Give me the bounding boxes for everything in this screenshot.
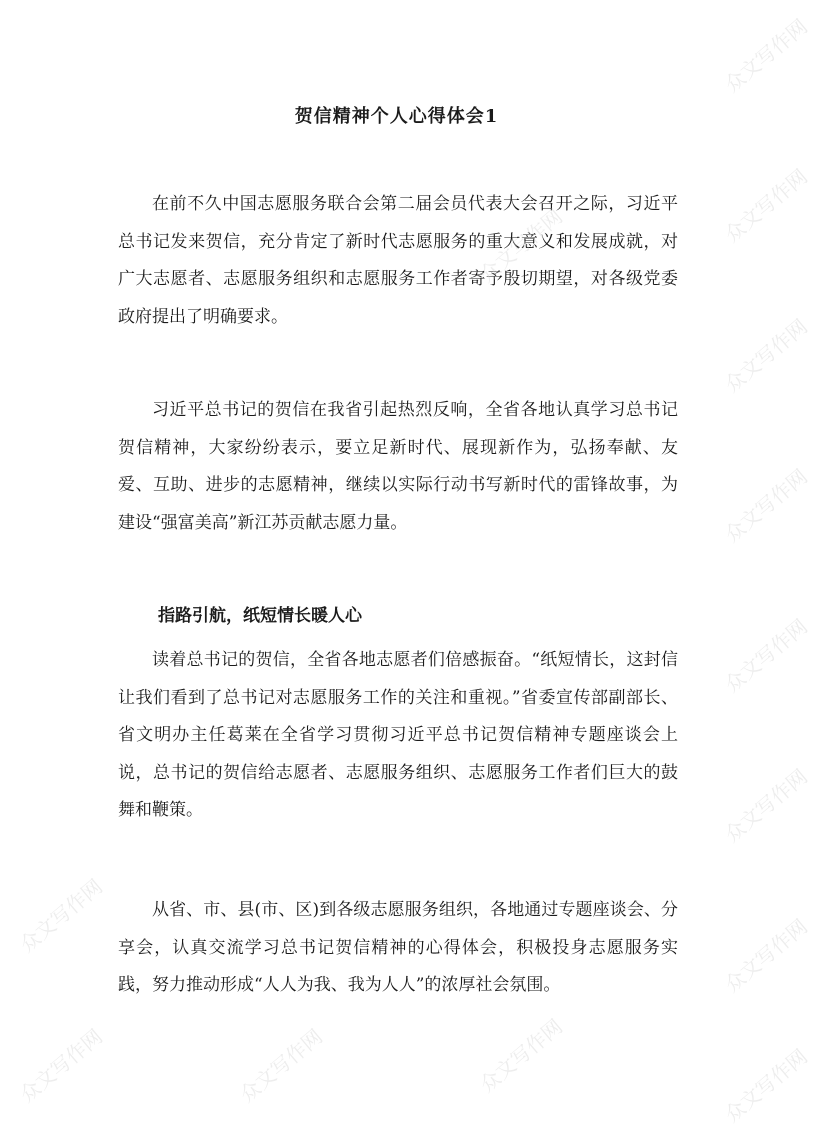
watermark: 众文写作网 <box>719 764 812 847</box>
watermark: 众文写作网 <box>474 1014 567 1097</box>
paragraph: 在前不久中国志愿服务联合会第二届会员代表大会召开之际，习近平总书记发来贺信，充分肯定了新时代志愿服务的重大意义和发展成就，对广大志愿者、志愿服务组织和志愿服务工作者寄予殷切期望，对各级党委政府提出了明确要求。 <box>118 194 678 327</box>
watermark: 众文写作网 <box>14 1024 107 1107</box>
watermark: 众文写作网 <box>719 914 812 997</box>
paragraph: 从省、市、县(市、区)到各级志愿服务组织，各地通过专题座谈会、分享会，认真交流学习总书记贺信精神的心得体会，积极投身志愿服务实践，努力推动形成“人人为我、我为人人”的浓厚社会氛围。 <box>118 900 678 995</box>
watermark: 众文写作网 <box>719 1044 812 1127</box>
watermark: 众文写作网 <box>14 874 107 957</box>
watermark: 众文写作网 <box>234 1024 327 1107</box>
paragraph: 读着总书记的贺信，全省各地志愿者们倍感振奋。“纸短情长，这封信让我们看到了总书记对志愿服务工作的关注和重视。”省委宣传部副部长、省文明办主任葛莱在全省学习贯彻习近平总书记贺信精神专题座谈会上说，总书记的贺信给志愿者、志愿服务组织、志愿服务工作者们巨大的鼓舞和鞭策。 <box>118 650 678 820</box>
watermark: 众文写作网 <box>719 614 812 697</box>
section-heading: 指路引航，纸短情长暖人心 <box>158 606 362 626</box>
paragraph: 习近平总书记的贺信在我省引起热烈反响，全省各地认真学习总书记贺信精神，大家纷纷表示，要立足新时代、展现新作为，弘扬奉献、友爱、互助、进步的志愿精神，继续以实际行动书写新时代的雷锋故事，为建设“强富美高”新江苏贡献志愿力量。 <box>118 400 678 533</box>
watermark: 众文写作网 <box>474 204 567 287</box>
watermark: 众文写作网 <box>719 164 812 247</box>
watermark: 众文写作网 <box>719 464 812 547</box>
watermark: 众文写作网 <box>719 14 812 97</box>
watermark: 众文写作网 <box>719 314 812 397</box>
document-title: 贺信精神个人心得体会1 <box>294 106 499 127</box>
